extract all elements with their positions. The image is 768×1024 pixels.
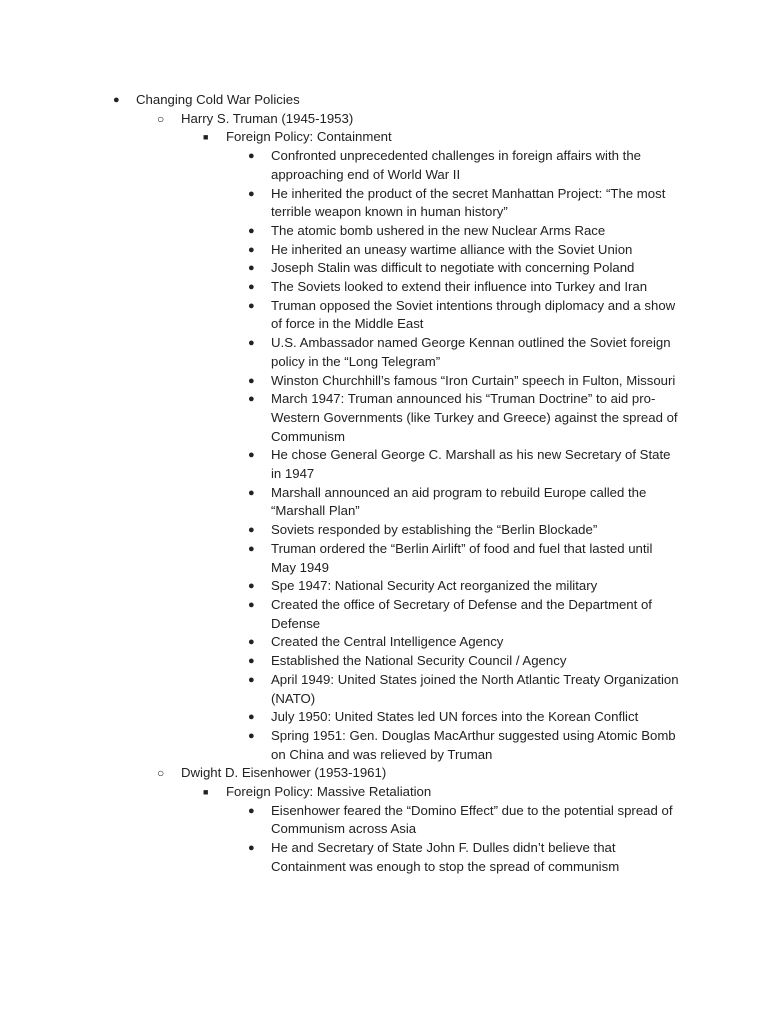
list-item [0,633,768,652]
list-item-text: He chose General George C. Marshall as his new Secretary of State in 1947 [271,447,671,482]
list-item [0,577,768,596]
square-bullet-icon: ■ [203,132,209,143]
list-item [0,446,768,483]
list-item-text: Established the National Security Council / Agency [271,653,567,669]
bullet-icon: ● [248,580,255,593]
list-item-text: He inherited the product of the secret Manhattan Project: “The most terrible weapon known in human history” [271,185,666,220]
list-item-text: Confronted unprecedented challenges in foreign affairs with the approaching end of World War II [271,148,641,182]
bullet-icon: ● [248,542,255,555]
bullet-icon: ● [248,243,255,256]
square-bullet-icon: ■ [203,787,209,798]
list-item [0,540,768,577]
list-item-text: Created the Central Intelligence Agency [271,634,504,650]
bullet-icon: ● [248,150,255,163]
bullet-icon: ● [248,804,255,817]
outline [0,91,768,877]
list-item [0,521,768,540]
hollow-circle-bullet-icon: ○ [157,766,165,781]
list-item [0,596,768,633]
bullet-icon: ● [248,636,255,649]
truman-points [0,147,768,764]
list-item-text: Truman opposed the Soviet intentions through diplomacy and a show of force in the Middle East [271,297,676,332]
bullet-icon: ● [248,224,255,237]
list-item-text: March 1947: Truman announced his “Truman Doctrine” to aid pro-Western Governments (like Turkey and Greece) against the spread of Communism [271,391,678,444]
list-item [0,839,768,876]
eisenhower-points [0,802,768,877]
bullet-icon: ● [248,729,255,742]
bullet-icon: ● [248,655,255,668]
list-item [0,147,768,184]
list-item-text: Spring 1951: Gen. Douglas MacArthur suggested using Atomic Bomb on China and was relieved by Truman [271,727,676,762]
list-item-text: Marshall announced an aid program to rebuild Europe called the “Marshall Plan” [271,484,647,519]
list-item-text: The Soviets looked to extend their influence into Turkey and Iran [271,279,648,295]
bullet-icon: ● [248,337,255,350]
list-item [0,259,768,278]
bullet-icon: ● [248,299,255,312]
bullet-icon: ● [248,524,255,537]
bullet-icon: ● [248,673,255,686]
list-item [0,390,768,446]
president-name: Dwight D. Eisenhower (1953-1961) [181,765,387,781]
bullet-icon: ● [248,842,255,855]
policy-item-eisenhower [0,783,768,802]
list-item-text: Created the office of Secretary of Defense and the Department of Defense [271,596,652,631]
list-item [0,185,768,222]
list-item-text: April 1949: United States joined the North Atlantic Treaty Organization (NATO) [271,671,679,706]
list-item-text: U.S. Ambassador named George Kennan outlined the Soviet foreign policy in the “Long Telegram” [271,335,671,369]
bullet-icon: ● [248,486,255,499]
list-item [0,297,768,334]
bullet-icon: ● [248,393,255,406]
list-item [0,802,768,839]
list-item [0,708,768,727]
list-item-text: Truman ordered the “Berlin Airlift” of food and fuel that lasted until May 1949 [271,540,653,575]
list-item [0,671,768,708]
list-item [0,652,768,671]
hollow-circle-bullet-icon: ○ [157,111,165,126]
heading-text: Changing Cold War Policies [136,92,300,107]
list-item [0,727,768,764]
list-item [0,334,768,371]
list-item [0,241,768,260]
president-item-truman [0,110,768,129]
bullet-icon: ● [248,281,255,294]
list-item-text: Spe 1947: National Security Act reorganized the military [271,578,598,594]
list-item [0,484,768,521]
bullet-icon: ● [248,711,255,724]
bullet-icon: ● [248,187,255,200]
bullet-icon: ● [248,262,255,275]
list-item [0,222,768,241]
bullet-icon: ● [248,374,255,387]
list-item-text: Eisenhower feared the “Domino Effect” due to the potential spread of Communism across Asia [271,802,673,837]
president-item-eisenhower [0,764,768,783]
list-item-text: July 1950: United States led UN forces into the Korean Conflict [271,709,639,725]
president-name: Harry S. Truman (1945-1953) [181,110,354,126]
policy-text: Foreign Policy: Containment [226,129,392,145]
policy-item-truman [0,128,768,147]
list-item-text: Winston Churchhill’s famous “Iron Curtain” speech in Fulton, Missouri [271,372,676,388]
bullet-icon: ● [248,598,255,611]
list-item [0,278,768,297]
bullet-icon: ● [248,449,255,462]
list-item-text: The atomic bomb ushered in the new Nuclear Arms Race [271,222,606,238]
heading-item [0,91,768,110]
list-item-text: He and Secretary of State John F. Dulles didn’t believe that Containment was enough to stop the spread of communism [271,840,620,874]
filled-circle-bullet-icon: ● [113,94,120,106]
list-item-text: Soviets responded by establishing the “Berlin Blockade” [271,522,598,538]
list-item [0,372,768,391]
policy-text: Foreign Policy: Massive Retaliation [226,784,432,800]
list-item-text: He inherited an uneasy wartime alliance with the Soviet Union [271,241,633,257]
list-item-text: Joseph Stalin was difficult to negotiate with concerning Poland [271,260,635,276]
